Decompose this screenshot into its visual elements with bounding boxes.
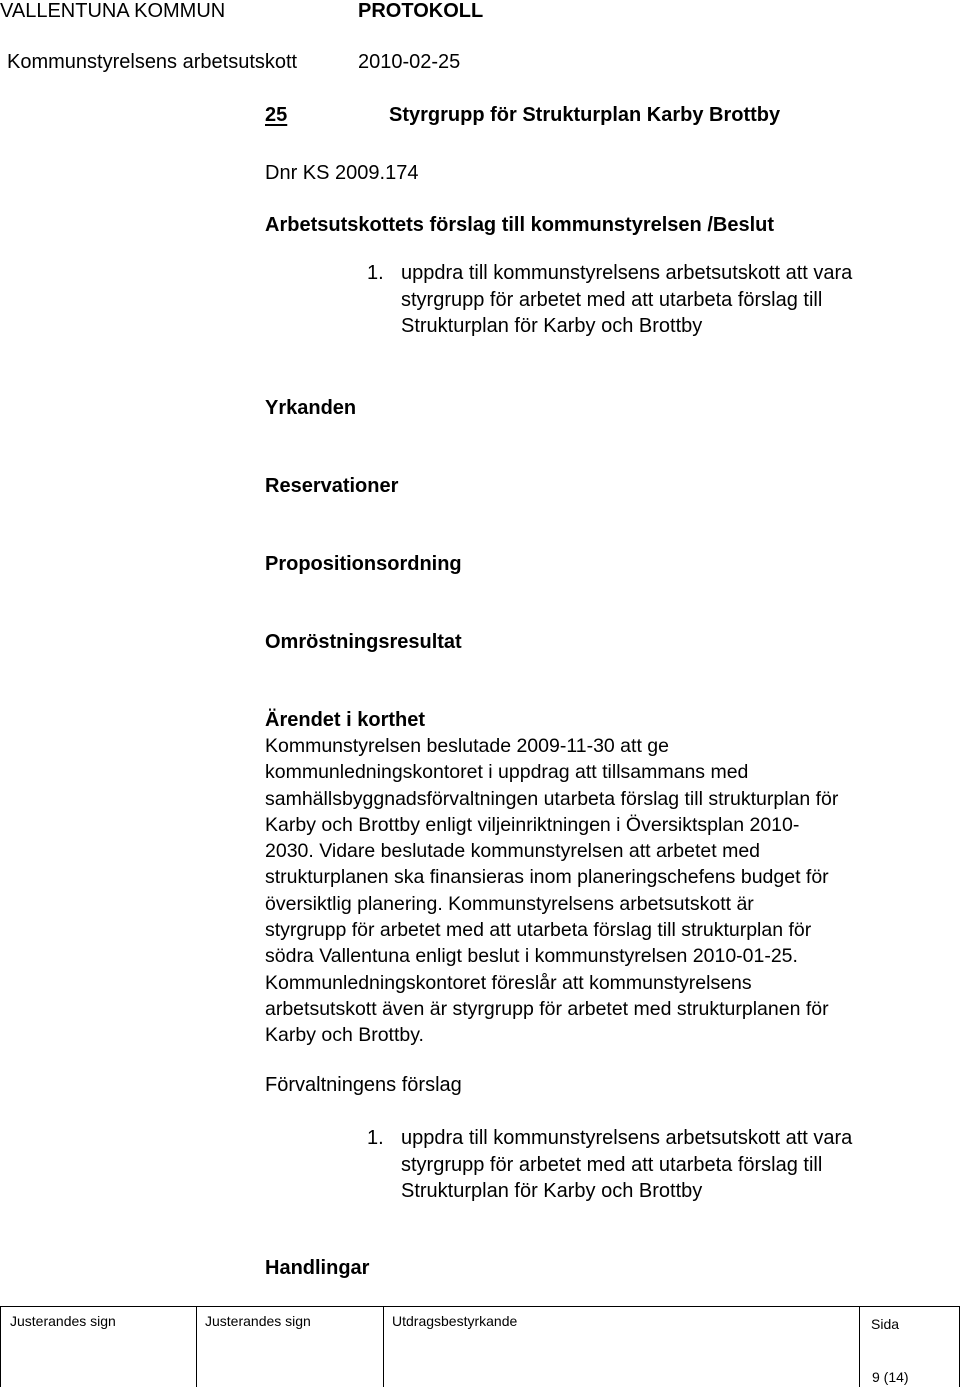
summary-line: 2030. Vidare beslutade kommunstyrelsen att arbetet med bbox=[265, 840, 761, 863]
decision-line: Strukturplan för Karby och Brottby bbox=[401, 315, 703, 337]
heading-reservationer: Reservationer bbox=[265, 475, 399, 497]
summary-line: Kommunstyrelsen beslutade 2009-11-30 att ge bbox=[265, 735, 669, 757]
heading-yrkanden: Yrkanden bbox=[265, 397, 357, 419]
administration-line: styrgrupp för arbetet med att utarbeta förslag till bbox=[401, 1153, 823, 1176]
summary-line: samhällsbyggnadsförvaltningen utarbeta förslag till strukturplan för bbox=[265, 787, 839, 810]
proposal-heading: Arbetsutskottets förslag till kommunstyrelsen /Beslut bbox=[265, 214, 775, 236]
footer-sign1-label: Justerandes sign bbox=[10, 1313, 116, 1329]
administration-line: Strukturplan för Karby och Brottby bbox=[401, 1180, 703, 1202]
summary-line: Kommunledningskontoret föreslår att kommunstyrelsens bbox=[265, 971, 752, 994]
summary-heading: Ärendet i korthet bbox=[265, 709, 426, 731]
meeting-date: 2010-02-25 bbox=[358, 51, 461, 73]
heading-propositionsordning: Propositionsordning bbox=[265, 553, 462, 575]
summary-line: översiktlig planering. Kommunstyrelsens arbetsutskott är bbox=[265, 892, 754, 915]
footer-sign2-label: Justerandes sign bbox=[205, 1313, 311, 1329]
decision-line: uppdra till kommunstyrelsens arbetsutskott att vara bbox=[401, 262, 853, 284]
dnr-reference: Dnr KS 2009.174 bbox=[265, 162, 419, 184]
committee-name: Kommunstyrelsens arbetsutskott bbox=[7, 51, 298, 73]
summary-paragraph bbox=[265, 733, 940, 1049]
summary-line: Karby och Brottby enligt viljeinriktningen i Översiktsplan 2010- bbox=[265, 813, 800, 836]
summary-line: styrgrupp för arbetet med att utarbeta förslag till strukturplan för bbox=[265, 919, 812, 942]
administration-heading: Förvaltningens förslag bbox=[265, 1074, 462, 1096]
administration-line: uppdra till kommunstyrelsens arbetsutskott att vara bbox=[401, 1127, 853, 1149]
municipality-name: VALLENTUNA KOMMUN bbox=[0, 0, 226, 22]
heading-omrostningsresultat: Omröstningsresultat bbox=[265, 631, 462, 653]
summary-line: arbetsutskott även är styrgrupp för arbetet med strukturplanen för bbox=[265, 997, 829, 1020]
documents-heading: Handlingar bbox=[265, 1257, 370, 1279]
summary-line: Karby och Brottby. bbox=[265, 1024, 424, 1047]
footer-extract-label: Utdragsbestyrkande bbox=[392, 1313, 518, 1329]
decision-list-number: 1. bbox=[367, 262, 384, 284]
item-number: 25 bbox=[265, 104, 288, 126]
administration-list-number: 1. bbox=[367, 1127, 384, 1149]
footer-page-number: 9 (14) bbox=[872, 1369, 909, 1385]
document-type: PROTOKOLL bbox=[358, 0, 484, 22]
footer-page-label: Sida bbox=[871, 1316, 900, 1332]
item-title: Styrgrupp för Strukturplan Karby Brottby bbox=[389, 104, 781, 126]
summary-line: södra Vallentuna enligt beslut i kommunstyrelsen 2010-01-25. bbox=[265, 945, 798, 968]
decision-line: styrgrupp för arbetet med att utarbeta förslag till bbox=[401, 288, 823, 311]
summary-line: strukturplanen ska finansieras inom planeringschefens budget för bbox=[265, 866, 829, 889]
summary-line: kommunledningskontoret i uppdrag att tillsammans med bbox=[265, 761, 749, 784]
